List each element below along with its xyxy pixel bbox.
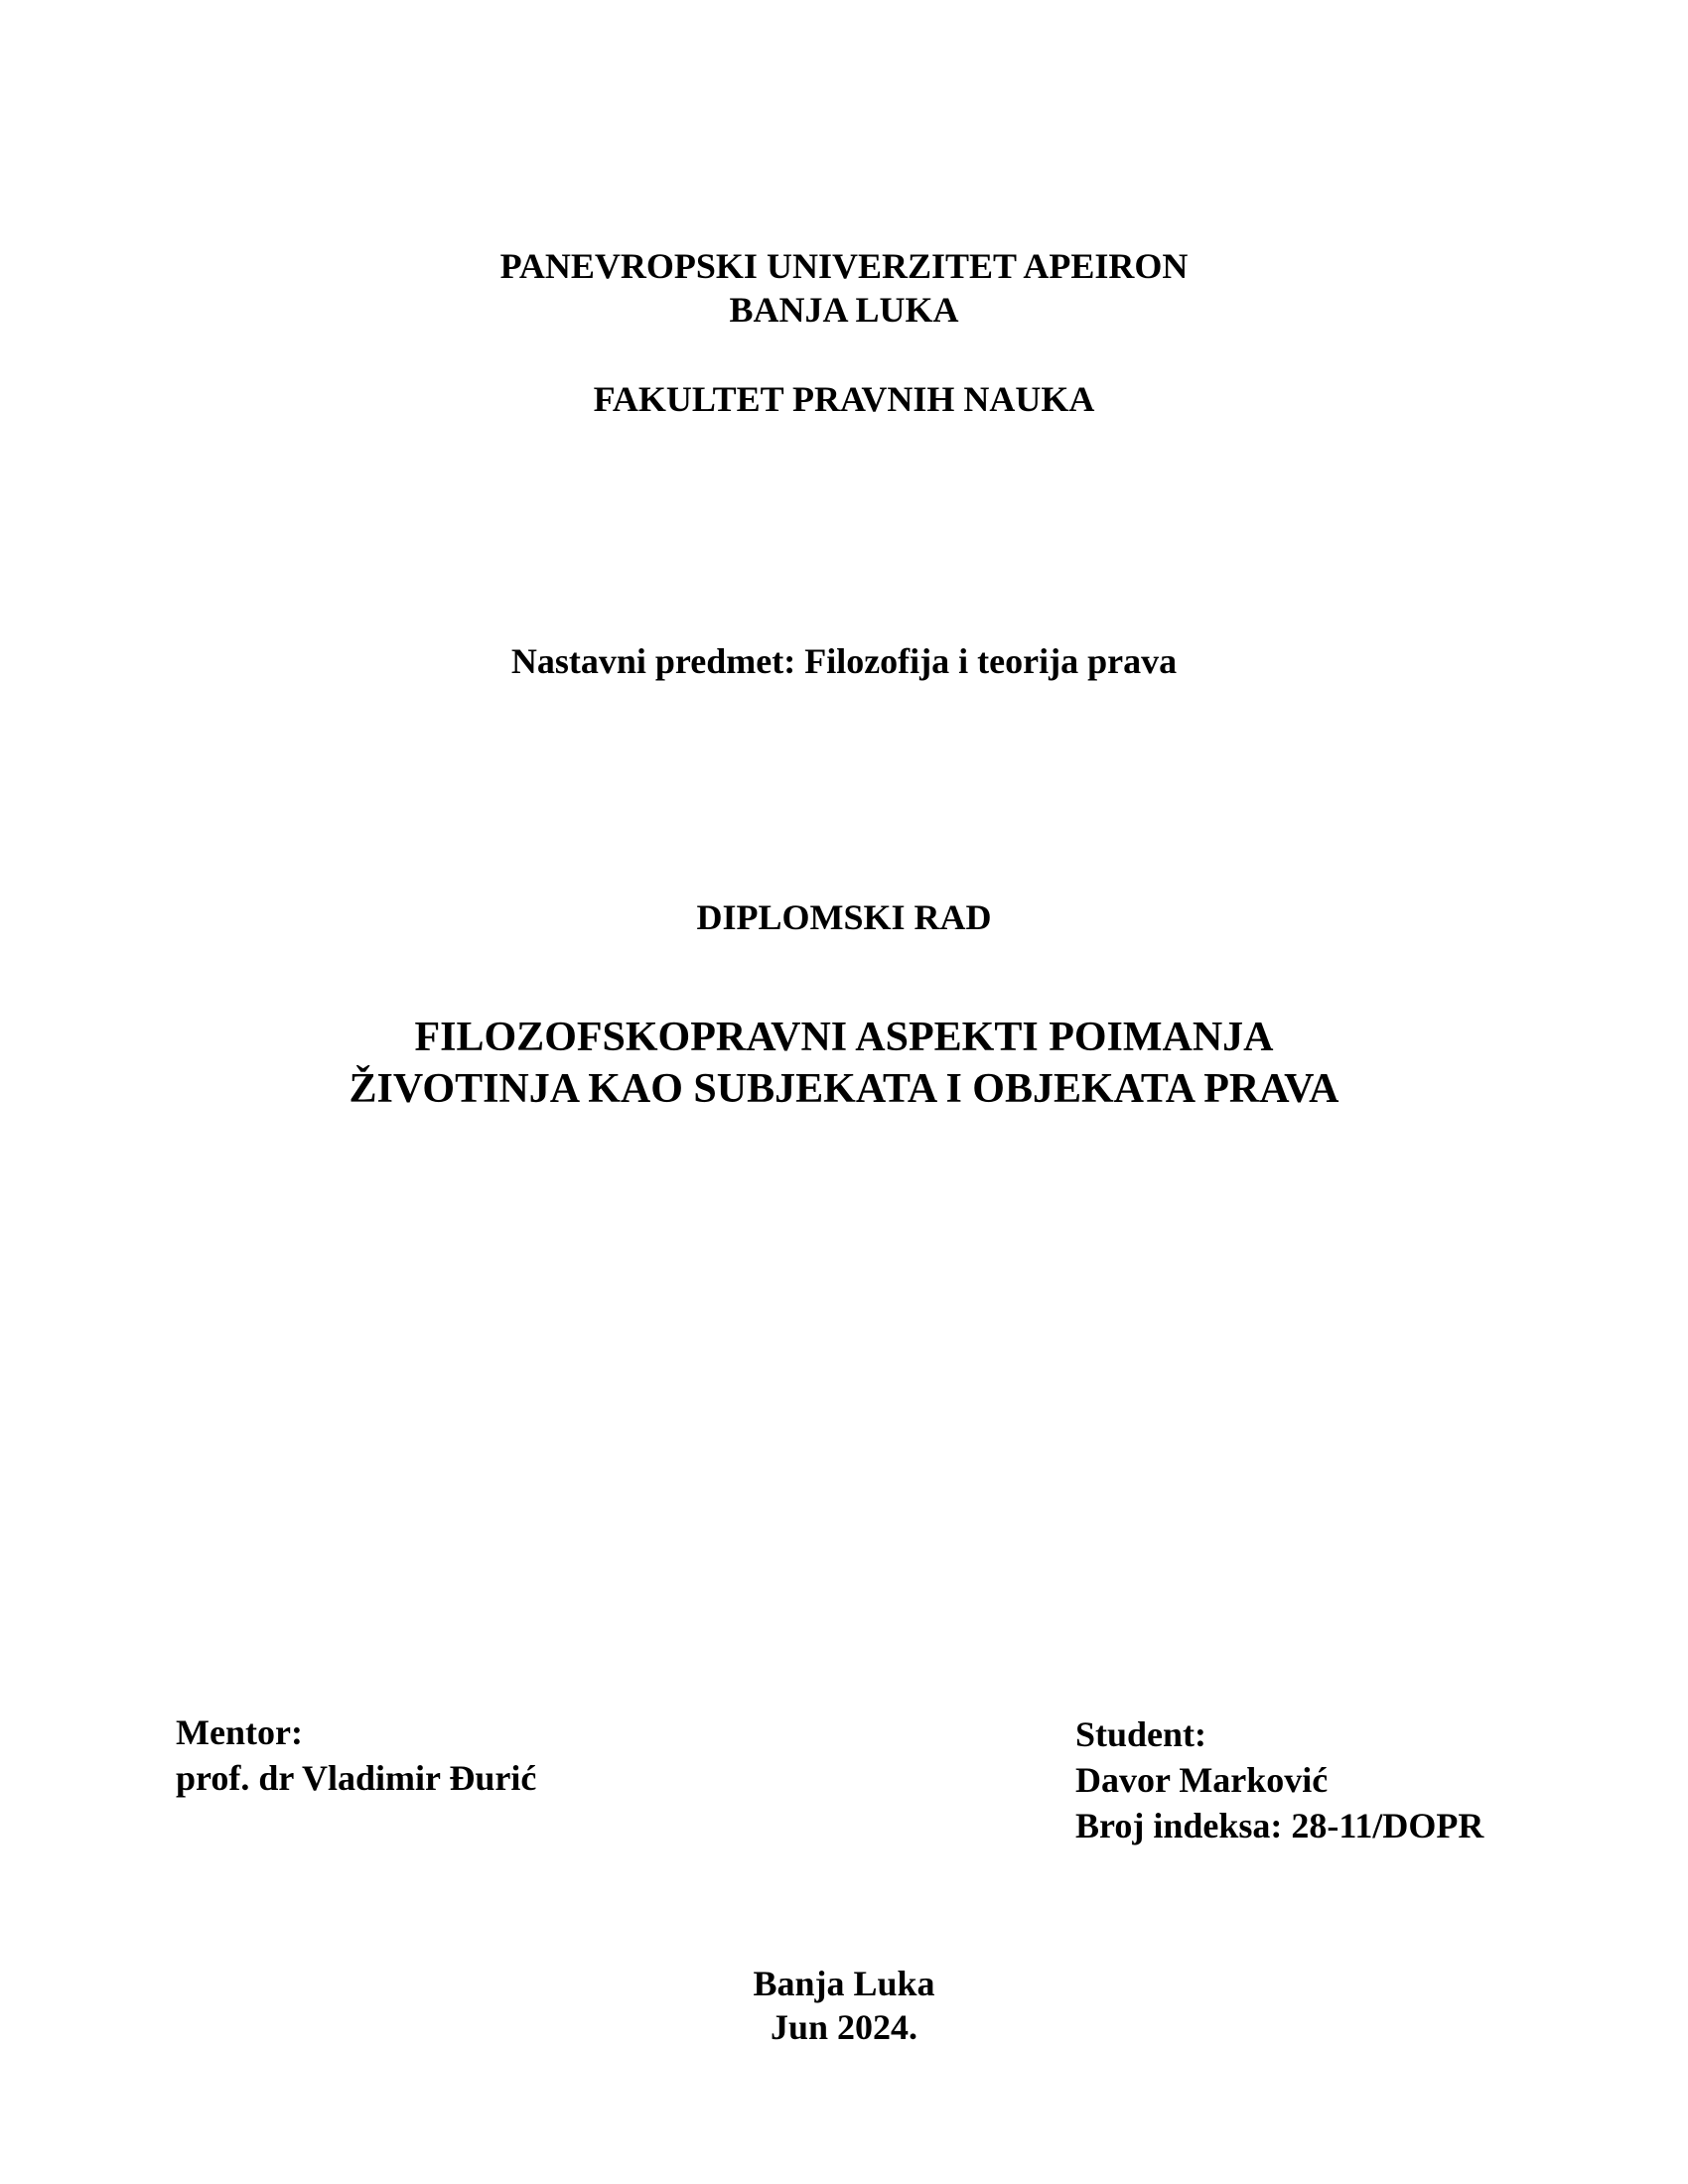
footer-date: Jun 2024.: [770, 2007, 918, 2047]
student-index: Broj indeksa: 28-11/DOPR: [1075, 1806, 1484, 1845]
thesis-type: DIPLOMSKI RAD: [696, 897, 992, 937]
mentor-label: Mentor:: [176, 1712, 303, 1752]
mentor-name: prof. dr Vladimir Đurić: [176, 1758, 537, 1798]
university-city: BANJA LUKA: [729, 290, 959, 330]
student-label: Student:: [1075, 1714, 1207, 1754]
mentor-block: [176, 1709, 536, 1801]
student-block: [1075, 1711, 1483, 1848]
faculty-name: FAKULTET PRAVNIH NAUKA: [593, 379, 1095, 419]
subject-line: Nastavni predmet: Filozofija i teorija prava: [510, 641, 1178, 681]
thesis-title-line-1: FILOZOFSKOPRAVNI ASPEKTI POIMANJA: [414, 1015, 1274, 1060]
thesis-title-line-2: ŽIVOTINJA KAO SUBJEKATA I OBJEKATA PRAVA: [349, 1066, 1339, 1112]
student-name: Davor Marković: [1075, 1760, 1329, 1800]
university-name: PANEVROPSKI UNIVERZITET APEIRON: [499, 246, 1189, 286]
footer-place: Banja Luka: [753, 1964, 935, 2003]
